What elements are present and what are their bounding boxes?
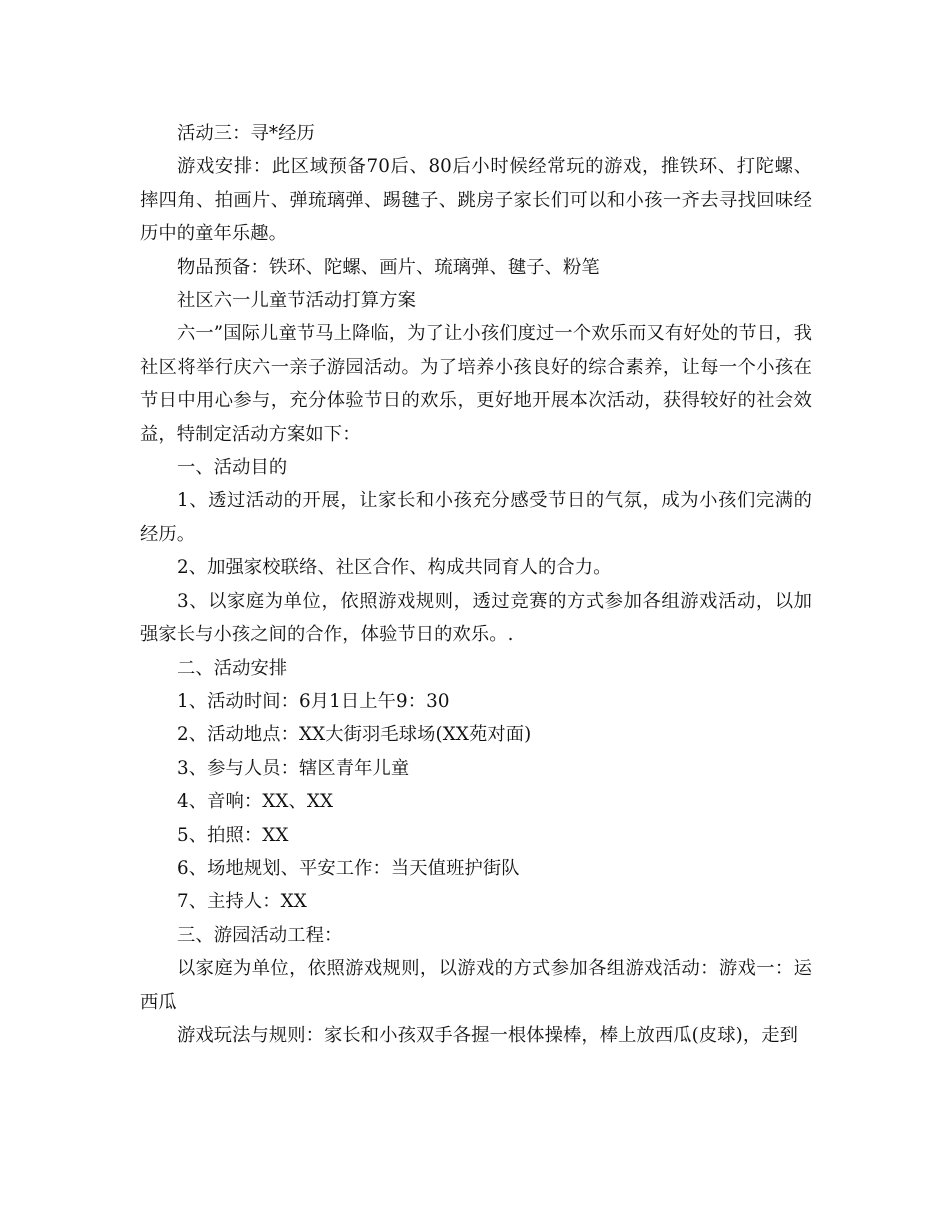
paragraph-game-rules: 游戏玩法与规则：家长和小孩双手各握一根体操棒，棒上放西瓜(皮球)，走到 — [177, 1024, 799, 1046]
paragraph-items-prepared: 物品预备：铁环、陀螺、画片、琉璃弹、毽子、粉笔 — [177, 256, 600, 278]
paragraph-purpose-3: 3、以家庭为单位，依照游戏规则，透过竞赛的方式参加各组游戏活动，以加强家长与小孩之间的合作，体验节日的欢乐。. — [140, 590, 812, 646]
paragraph-arrangement-safety: 6、场地规划、平安工作：当天值班护街队 — [177, 857, 520, 879]
paragraph-games-intro: 以家庭为单位，依照游戏规则，以游戏的方式参加各组游戏活动：游戏一：运西瓜 — [140, 958, 812, 1013]
section-heading-purpose: 一、活动目的 — [177, 457, 288, 479]
paragraph-plan-title: 社区六一儿童节活动打算方案 — [177, 290, 416, 312]
paragraph-purpose-1: 1、透过活动的开展，让家长和小孩充分感受节日的气氛，成为小孩们完满的经历。 — [140, 490, 812, 545]
section-heading-arrangement: 二、活动安排 — [177, 657, 288, 679]
paragraph-arrangement-participants: 3、参与人员：辖区青年儿童 — [177, 757, 410, 779]
paragraph-arrangement-audio: 4、音响：XX、XX — [177, 791, 334, 813]
paragraph-game-arrangement: 游戏安排：此区域预备70后、80后小时候经常玩的游戏，推铁环、打陀螺、摔四角、拍画片、弹琉璃弹、踢毽子、跳房子家长们可以和小孩一齐去寻找回味经历中的童年乐趣。 — [140, 156, 812, 245]
paragraph-arrangement-location: 2、活动地点：XX大街羽毛球场(XX苑对面) — [177, 724, 532, 746]
paragraph-arrangement-host: 7、主持人：XX — [177, 891, 307, 913]
paragraph-arrangement-photo: 5、拍照：XX — [177, 824, 289, 846]
paragraph-purpose-2: 2、加强家校联络、社区合作、构成共同育人的合力。 — [177, 557, 612, 579]
paragraph-arrangement-time: 1、活动时间：6月1日上午9：30 — [177, 690, 450, 712]
paragraph-activity-three-title: 活动三：寻*经历 — [177, 123, 315, 144]
paragraph-introduction: 六一”国际儿童节马上降临，为了让小孩们度过一个欢乐而又有好处的节日，我社区将举行庆六一亲子游园活动。为了培养小孩良好的综合素养，让每一个小孩在节日中用心参与，充分体验节日的欢乐，更好地开展本次活动，获得较好的社会效益，特制定活动方案如下： — [140, 323, 812, 445]
document-body — [140, 117, 812, 1052]
section-heading-games: 三、游园活动工程： — [177, 924, 343, 946]
